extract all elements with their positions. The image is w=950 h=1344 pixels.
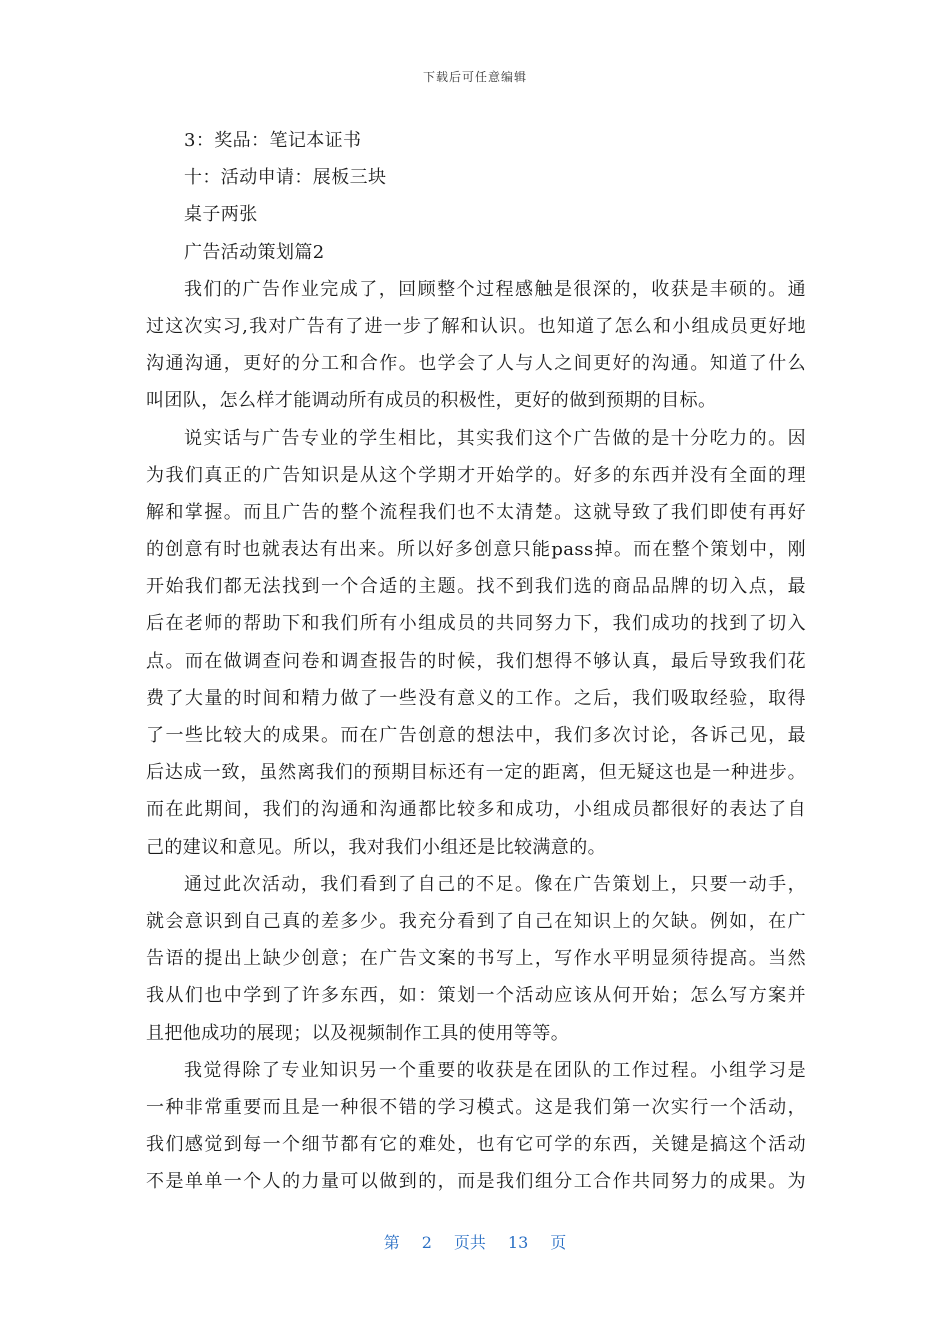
paragraph-4-line: 我觉得除了专业知识另一个重要的收获是在团队的工作过程。小组学习是 [184,1059,806,1081]
paragraph-3-line: 且把他成功的展现；以及视频制作工具的使用等等。 [146,1022,570,1044]
paragraph-4-line: 一种非常重要而且是一种很不错的学习模式。这是我们第一次实行一个活动， [146,1096,806,1118]
page-header: 下载后可任意编辑 [422,70,527,84]
paragraph-2-line: 后达成一致，虽然离我们的预期目标还有一定的距离，但无疑这也是一种进步。 [146,762,806,784]
paragraph-1-line: 沟通沟通，更好的分工和合作。也学会了人与人之间更好的沟通。知道了什么 [146,353,806,375]
paragraph-2-line: 而在此期间，我们的沟通和沟通都比较多和成功，小组成员都很好的表达了自 [146,799,806,821]
current-page-number: 2 [421,1233,432,1252]
paragraph-4-line: 我们感觉到每一个细节都有它的难处，也有它可学的东西，关键是搞这个活动 [146,1134,806,1156]
footer-middle: 页共 [453,1233,486,1252]
list-item-tables: 桌子两张 [184,204,258,226]
total-page-count: 13 [507,1233,529,1252]
paragraph-2-line: 开始我们都无法找到一个合适的主题。找不到我们选的商品品牌的切入点，最 [146,576,806,598]
paragraph-3-line: 通过此次活动，我们看到了自己的不足。像在广告策划上，只要一动手， [184,873,806,895]
page-number-footer [0,1230,950,1253]
document-body [146,122,806,1200]
list-item-prize: 3：奖品：笔记本证书 [184,130,362,151]
paragraph-2-line: 说实话与广告专业的学生相比，其实我们这个广告做的是十分吃力的。因 [184,427,806,449]
paragraph-2-line: 后在老师的帮助下和我们所有小组成员的共同努力下，我们成功的找到了切入 [146,613,806,635]
paragraph-1-line: 我们的广告作业完成了，回顾整个过程感触是很深的，收获是丰硕的。通 [184,278,806,300]
paragraph-2-line: 为我们真正的广告知识是从这个学期才开始学的。好多的东西并没有全面的理 [146,464,806,486]
list-item-application: 十：活动申请：展板三块 [184,167,387,189]
paragraph-1-line: 叫团队，怎么样才能调动所有成员的积极性，更好的做到预期的目标。 [146,390,717,412]
paragraph-2-line: 解和掌握。而且广告的整个流程我们也不太清楚。这就导致了我们即使有再好 [146,501,806,523]
footer-suffix: 页 [550,1233,567,1252]
footer-prefix: 第 [383,1233,400,1252]
paragraph-2-line: 的创意有时也就表达有出来。所以好多创意只能pass掉。而在整个策划中，刚 [146,539,806,561]
paragraph-4-line: 不是单单一个人的力量可以做到的，而是我们组分工合作共同努力的成果。为 [146,1171,806,1193]
paragraph-2-line: 己的建议和意见。所以，我对我们小组还是比较满意的。 [146,836,606,858]
paragraph-2-line: 点。而在做调查问卷和调查报告的时候，我们想得不够认真，最后导致我们花 [146,650,806,672]
section-heading: 广告活动策划篇2 [184,241,325,263]
paragraph-3-line: 告语的提出上缺少创意；在广告文案的书写上，写作水平明显须待提高。当然 [146,948,806,970]
paragraph-1-line: 过这次实习,我对广告有了进一步了解和认识。也知道了怎么和小组成员更好地 [146,315,806,337]
paragraph-2-line: 了一些比较大的成果。而在广告创意的想法中，我们多次讨论，各诉己见，最 [146,725,806,746]
paragraph-3-line: 我从们也中学到了许多东西，如：策划一个活动应该从何开始；怎么写方案并 [146,985,806,1007]
paragraph-2-line: 费了大量的时间和精力做了一些没有意义的工作。之后，我们吸取经验，取得 [146,687,806,709]
paragraph-3-line: 就会意识到自己真的差多少。我充分看到了自己在知识上的欠缺。例如，在广 [146,910,806,932]
